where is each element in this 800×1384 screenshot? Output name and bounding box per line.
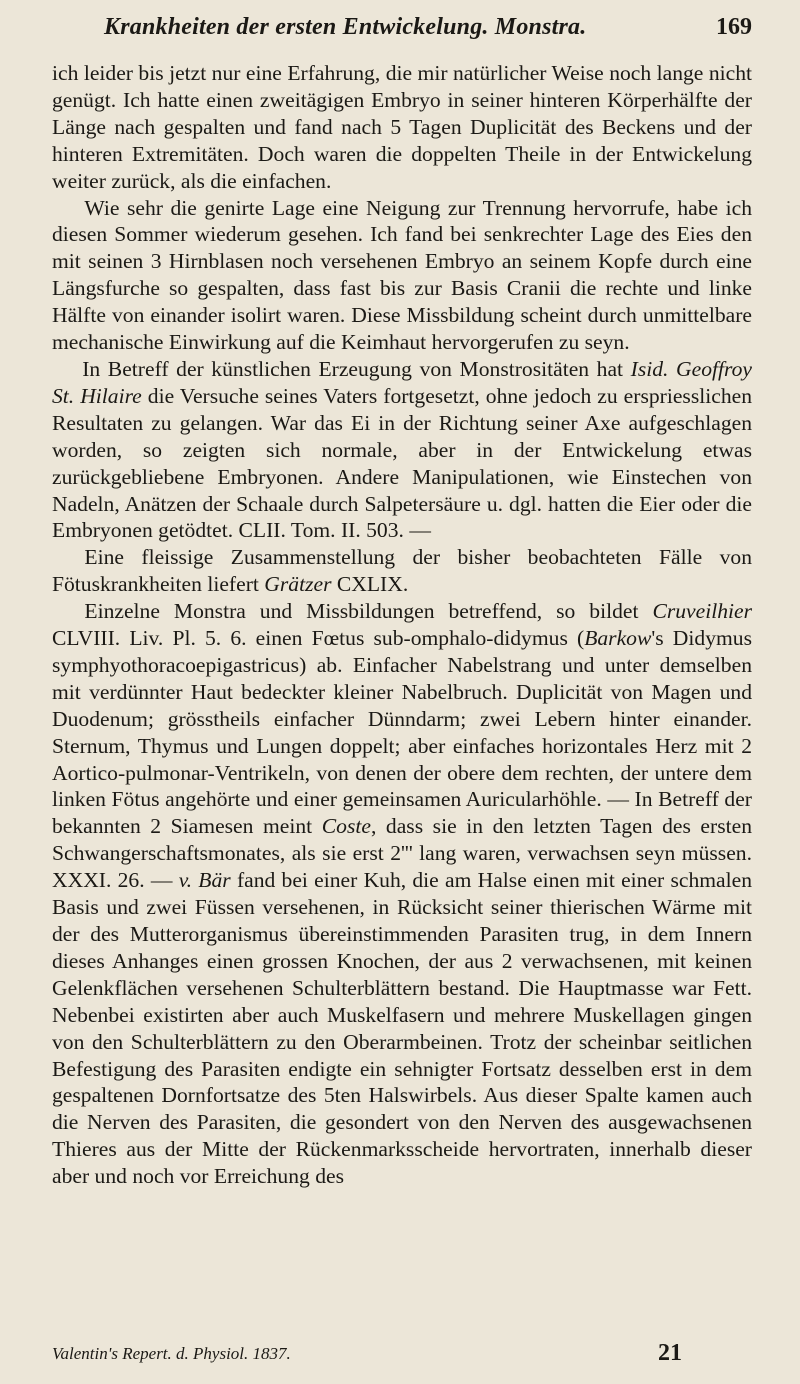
- author-name: Grätzer: [264, 572, 332, 597]
- paragraph-5: [52, 598, 752, 1190]
- author-name: Coste: [321, 814, 371, 839]
- text-run: CXLIX.: [331, 572, 409, 597]
- text-run: CLVIII. Liv. Pl. 5. 6. einen Fœtus sub-omphalo-didymus (: [52, 626, 585, 651]
- text-run: die Versuche seines Vaters fortgesetzt, ohne jedoch zu erspriesslichen Resultaten zu gelangen. War das Ei in der Richtung seiner Axe aufgeschlagen worden, so zeigten sich normale, aber in der Entwickelung etwas zurückgebliebene Embryonen. Andere Manipulationen, wie Einstechen von Nadeln, Anätzen der Schaale durch Salpetersäure u. dgl. hatten die Eier oder die Embryonen getödtet. CLII. Tom. II. 503. —: [52, 383, 753, 543]
- page-body: [52, 60, 752, 1190]
- paragraph-2: [52, 195, 752, 356]
- text-run: Einzelne Monstra und Missbildungen betreffend, so bildet: [84, 599, 653, 624]
- paragraph-4: [52, 544, 752, 598]
- page-number: 169: [716, 14, 752, 40]
- text-run: Eine fleissige Zusammenstellung der bisher beobachteten Fälle von Fötuskrankheiten liefert: [52, 545, 752, 597]
- source-line: Valentin's Repert. d. Physiol. 1837.: [52, 1344, 291, 1363]
- text-run: 's Didymus symphyothoracoepigastricus) ab. Einfacher Nabelstrang und unter demselben mit verdünnter Haut bedeckter kleiner Nabelbruch. Duplicität von Magen und Duodenum; grösstheils einfacher Dünndarm; zwei Lebern hinter einander. Sternum, Thymus und Lungen doppelt; aber einfaches horizontales Herz mit 2 Aortico-pulmonar-Ventrikeln, von denen der obere dem rechten, der untere dem linken Fötus angehörte und einer gemeinsamen Auricularhöhle. — In Betreff der bekannten 2 Siamesen meint: [52, 626, 752, 839]
- text-run: Wie sehr die genirte Lage eine Neigung zur Trennung hervorrufe, habe ich diesen Sommer wiederum gesehen. Ich fand bei senkrechter Lage des Eies den mit seinen 3 Hirnblasen noch versehenen Embryo an seinem Kopfe durch eine Längsfurche so gespalten, dass fast bis zur Basis Cranii die rechte und linke Hälfte von einander isolirt waren. Diese Missbildung scheint durch unmittelbare mechanische Einwirkung auf die Keimhaut hervorgerufen zu seyn.: [52, 195, 752, 355]
- author-name: Isid. Geoffroy St. Hilaire: [52, 356, 752, 408]
- author-name: Barkow: [584, 626, 652, 651]
- text-run: , dass sie in den letzten Tagen des ersten Schwangerschaftsmonates, als sie erst 2''' lang waren, verwachsen seyn müssen. XXXI. 26. —: [52, 814, 752, 893]
- paragraph-3: [52, 356, 752, 544]
- text-run: ich leider bis jetzt nur eine Erfahrung, die mir natürlicher Weise noch lange nicht genügt. Ich hatte einen zweitägigen Embryo in seiner hinteren Körperhälfte der Länge nach gespalten und fand nach 5 Tagen Duplicität des Beckens und der hinteren Extremitäten. Doch waren die doppelten Theile in der Entwickelung weiter zurück, als die einfachen.: [52, 61, 752, 193]
- paragraph-1: [52, 60, 752, 195]
- running-head: Krankheiten der ersten Entwickelung. Monstra.: [104, 14, 587, 40]
- signature-mark: 21: [658, 1340, 682, 1366]
- text-run: fand bei einer Kuh, die am Halse einen mit einer schmalen Basis und zwei Füssen versehenen, in Rücksicht seiner thierischen Wärme mit der des Mutterorganismus übereinstimmenden Parasiten trug, in dem Innern dieses Anhanges einen grossen Knochen, der aus 2 verwachsenen, mit keinen Gelenkflächen versehenen Schulterblättern bestand. Die Hauptmasse war Fett. Nebenbei existirten aber auch Muskelfasern und mehrere Muskellagen gingen von den Schulterblättern zu den Oberarmbeinen. Trotz der scheinbar seitlichen Befestigung des Parasiten endigte ein sehnigter Fortsatz desselben erst in dem gespaltenen Dornfortsatze des 5ten Halswirbels. Aus dieser Spalte kamen auch die Nerven des Parasiten, die gesondert von den Nerven des ausgewachsenen Thieres aus der Mitte der Rückenmarksscheide hervortraten, innerhalb dieser aber und noch vor Erreichung des: [52, 868, 753, 1189]
- text-run: In Betreff der künstlichen Erzeugung von Monstrositäten hat: [82, 356, 631, 381]
- author-name: Cruveilhier: [652, 599, 752, 624]
- author-name: v. Bär: [178, 868, 231, 893]
- page-footer: [52, 1340, 752, 1374]
- page-header: [52, 14, 752, 60]
